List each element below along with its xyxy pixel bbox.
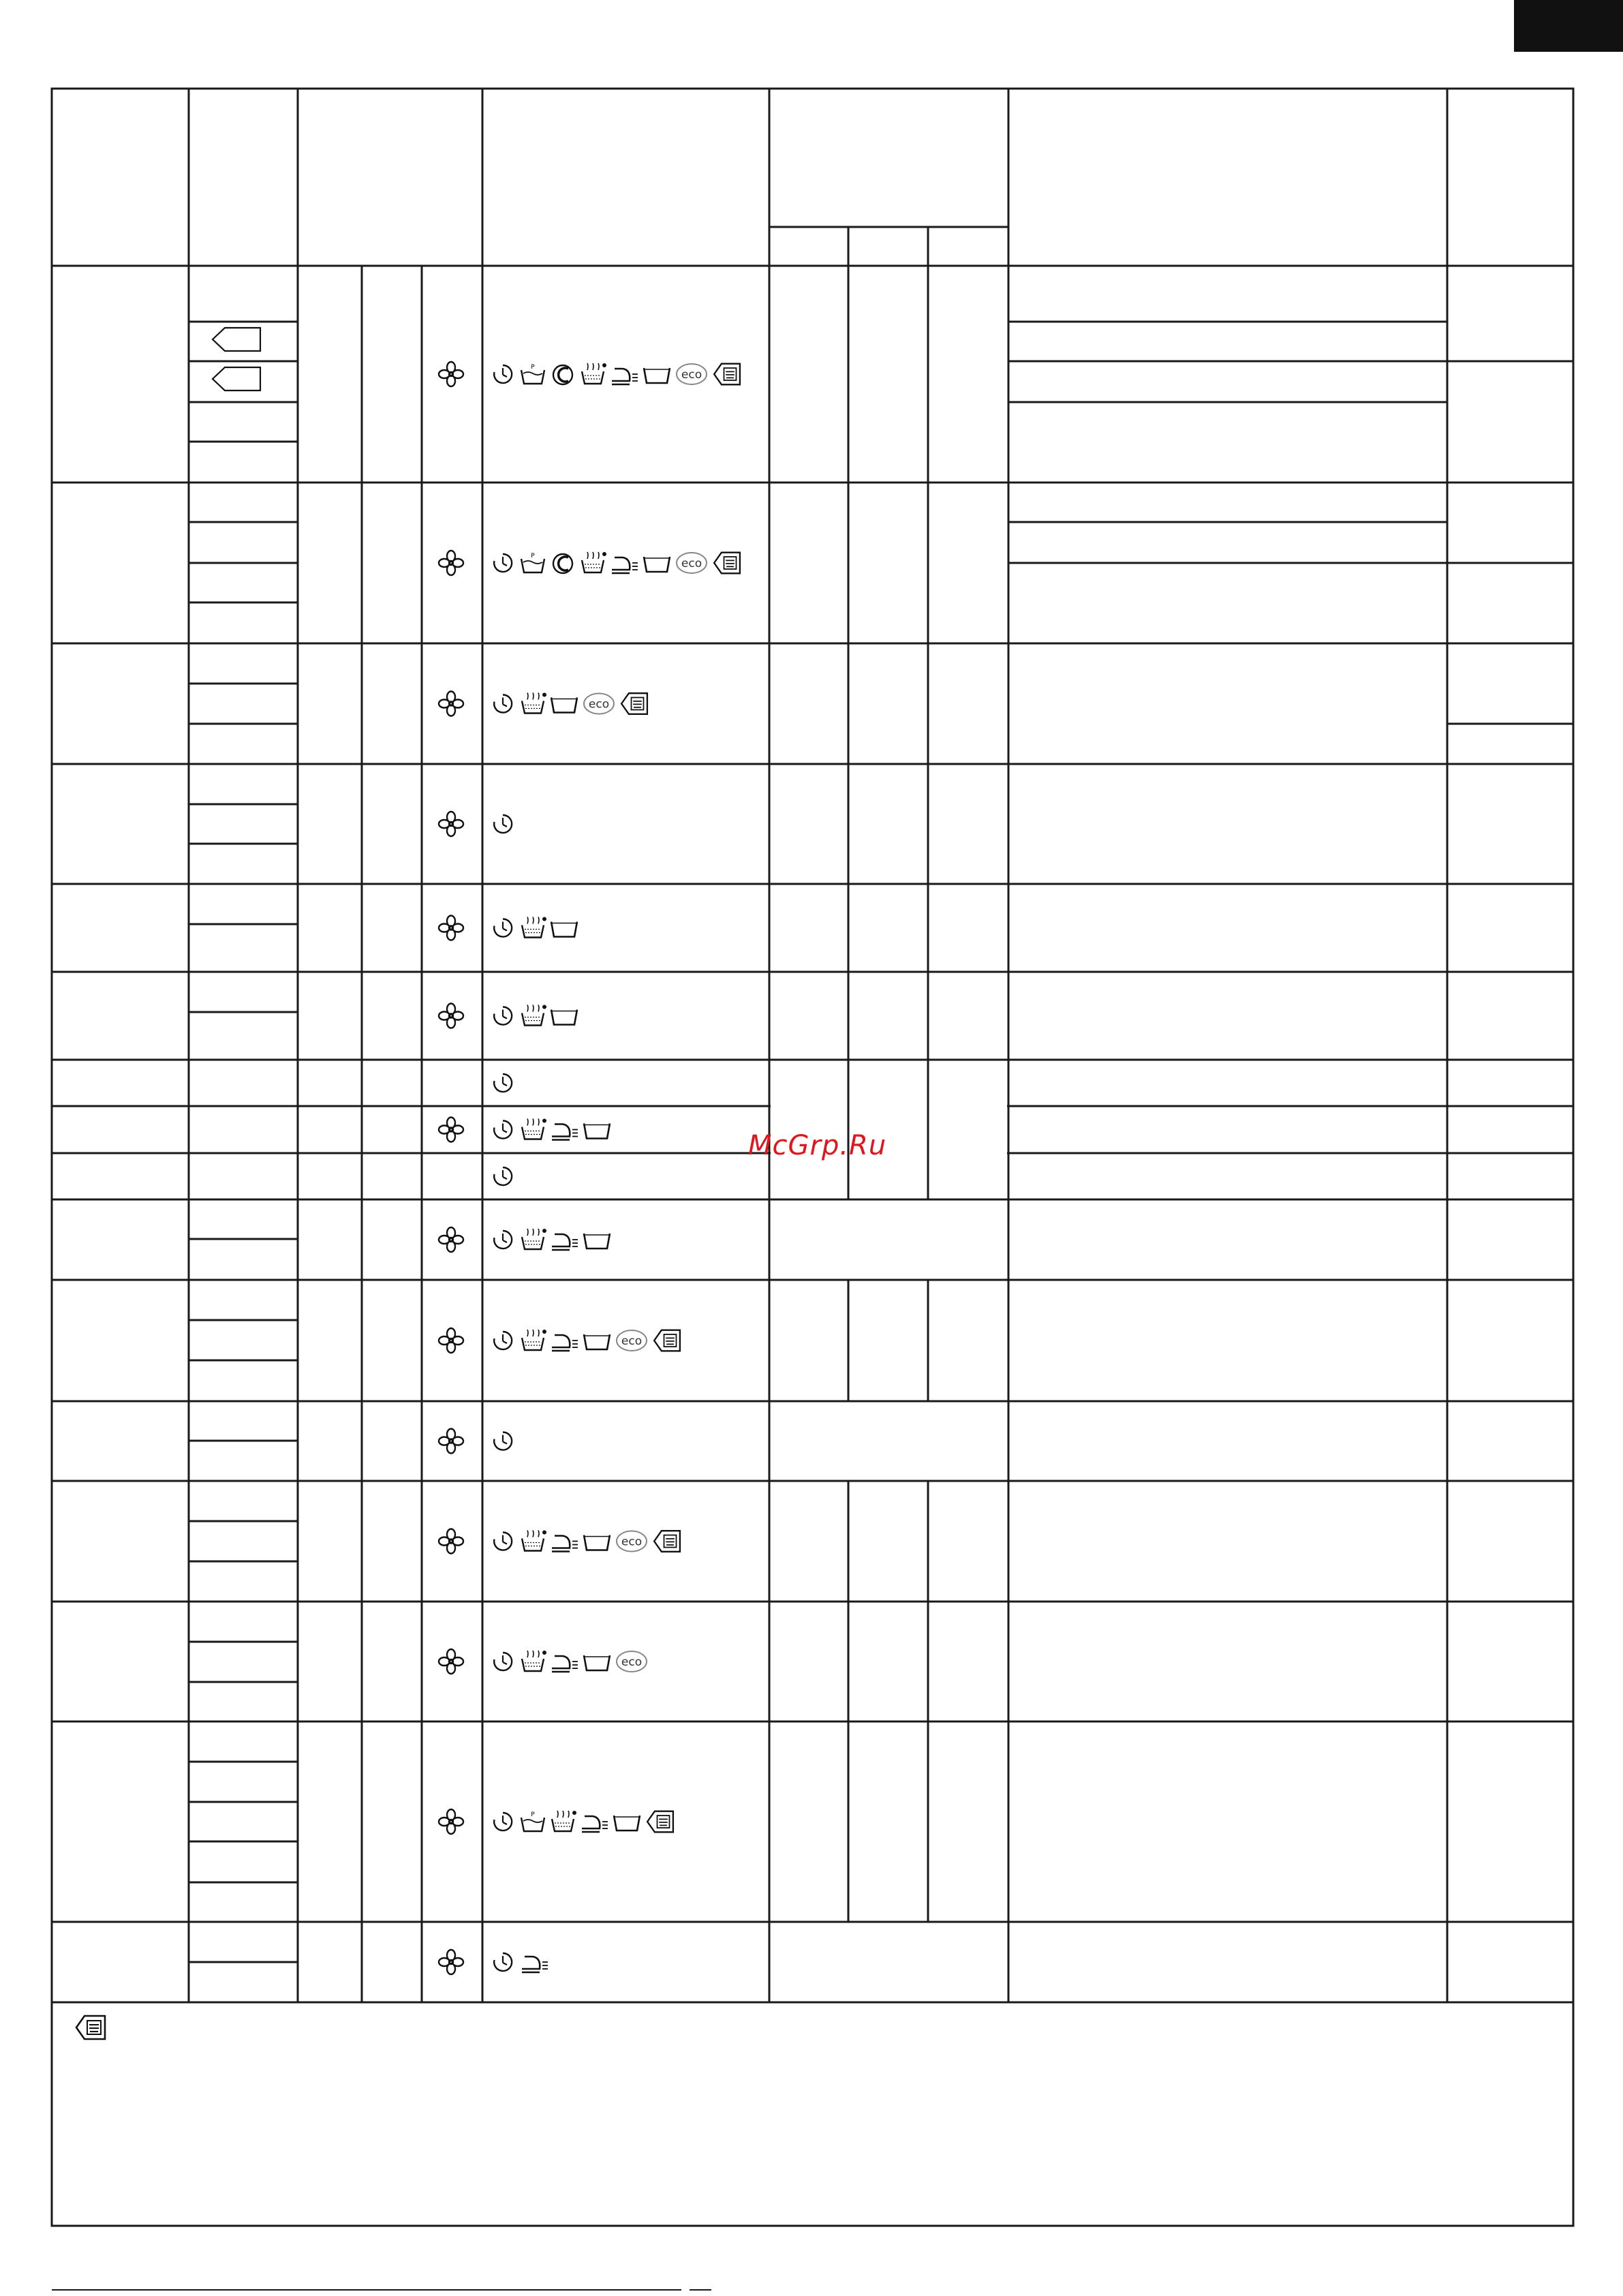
basin-icon	[584, 1124, 610, 1139]
steam-icon	[522, 1229, 546, 1249]
fan-icon	[439, 362, 463, 386]
timer-icon	[494, 1653, 512, 1670]
timer-icon	[494, 1231, 512, 1249]
steam-icon	[582, 552, 606, 572]
prewash-icon	[521, 553, 544, 572]
label-icon	[213, 328, 260, 351]
tag-icon	[654, 1330, 680, 1351]
timer-icon	[494, 1813, 512, 1831]
eco-icon	[584, 694, 614, 714]
iron-icon	[552, 1335, 578, 1351]
label-icon	[213, 367, 260, 391]
steam-icon	[522, 1119, 546, 1139]
page-number-tab	[1514, 0, 1623, 52]
fan-icon	[439, 1328, 463, 1353]
iron-icon	[552, 1536, 578, 1552]
basin-icon	[644, 368, 670, 383]
fan-icon	[439, 916, 463, 940]
iron-icon	[552, 1656, 578, 1672]
timer-icon	[494, 1332, 512, 1349]
basin-icon	[614, 1816, 640, 1831]
basin-icon	[551, 698, 577, 713]
iron-icon	[552, 1124, 578, 1140]
basin-icon	[584, 1234, 610, 1249]
fan-icon	[439, 1429, 463, 1454]
timer-icon	[494, 1074, 512, 1092]
steam-icon	[522, 1531, 546, 1551]
basin-icon	[584, 1655, 610, 1670]
fan-icon	[439, 1950, 463, 1974]
iron-icon	[552, 1234, 578, 1250]
timer-icon	[494, 1953, 512, 1971]
timer-icon	[494, 694, 512, 712]
iron-icon	[522, 1957, 548, 1972]
iron-icon	[612, 557, 638, 573]
timer-icon	[494, 1120, 512, 1138]
prewash-icon	[521, 364, 544, 384]
fan-icon	[439, 812, 463, 836]
eco-icon	[617, 1330, 647, 1351]
steam-icon	[552, 1811, 576, 1831]
tag-icon	[654, 1531, 680, 1552]
table-grid	[52, 89, 1573, 2290]
eco-icon	[677, 553, 707, 573]
basin-icon	[551, 922, 577, 937]
fan-icon	[439, 551, 463, 575]
spin-icon	[553, 554, 572, 573]
steam-icon	[522, 917, 546, 938]
fan-icon	[439, 1227, 463, 1252]
steam-icon	[522, 693, 546, 714]
eco-icon	[617, 1531, 647, 1552]
timer-icon	[494, 919, 512, 936]
timer-icon	[494, 815, 512, 833]
basin-icon	[584, 1334, 610, 1349]
timer-icon	[494, 1532, 512, 1550]
timer-icon	[494, 554, 512, 572]
watermark: McGrp.Ru	[748, 1130, 887, 1161]
steam-icon	[582, 363, 606, 384]
tag-icon	[621, 693, 647, 714]
fan-icon	[439, 1809, 463, 1834]
timer-icon	[494, 1007, 512, 1024]
merged-cell-mask	[771, 1104, 1007, 1108]
tag-icon	[714, 553, 740, 574]
steam-icon	[522, 1651, 546, 1671]
table-content	[76, 328, 740, 2039]
basin-icon	[551, 1010, 577, 1025]
fan-icon	[439, 1649, 463, 1674]
footnote-tag-icon	[76, 2016, 105, 2039]
fan-icon	[439, 692, 463, 716]
fan-icon	[439, 1118, 463, 1142]
timer-icon	[494, 1167, 512, 1185]
timer-icon	[494, 1432, 512, 1450]
steam-icon	[522, 1005, 546, 1026]
basin-icon	[644, 557, 670, 572]
timer-icon	[494, 365, 512, 383]
basin-icon	[584, 1535, 610, 1550]
tag-icon	[714, 364, 740, 385]
spin-icon	[553, 365, 572, 384]
fan-icon	[439, 1529, 463, 1554]
prewash-icon	[521, 1811, 544, 1831]
iron-icon	[582, 1816, 608, 1832]
eco-icon	[677, 364, 707, 384]
fan-icon	[439, 1004, 463, 1028]
tag-icon	[647, 1811, 673, 1833]
eco-icon	[617, 1651, 647, 1672]
steam-icon	[522, 1330, 546, 1350]
iron-icon	[612, 369, 638, 384]
